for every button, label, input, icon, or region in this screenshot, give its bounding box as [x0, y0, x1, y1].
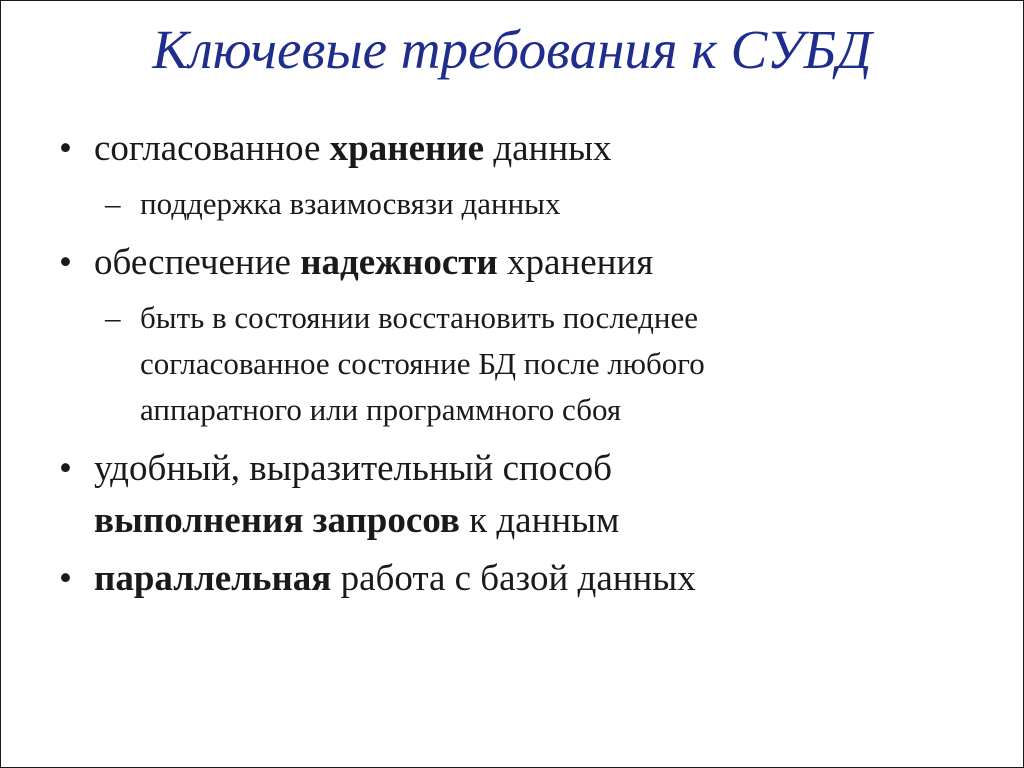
- bullet-item-reliability: [1, 237, 1023, 289]
- bullet-icon: •: [59, 448, 72, 489]
- bullet-text-bold: хранение: [329, 128, 485, 169]
- bullet-icon: •: [59, 128, 72, 169]
- bullet-icon: •: [59, 558, 72, 599]
- bullet-icon: •: [59, 242, 72, 283]
- bullet-text-bold: параллельная: [94, 558, 332, 599]
- sub-item-text-line: согласованное состояние БД после любого: [140, 346, 705, 381]
- sub-item-text-line: быть в состоянии восстановить последнее: [140, 300, 699, 335]
- bullet-text-bold: выполнения запросов: [94, 500, 460, 541]
- sub-item-relations: [1, 181, 1023, 227]
- bullet-text: хранения: [497, 242, 654, 283]
- bullet-list: [1, 123, 1023, 611]
- bullet-item-storage: [1, 123, 1023, 175]
- dash-icon: –: [105, 300, 121, 335]
- bullet-text: работа с базой данных: [331, 558, 696, 599]
- bullet-text: согласованное: [94, 128, 330, 169]
- bullet-item-parallel: [1, 553, 1023, 605]
- bullet-text: к данным: [459, 500, 620, 541]
- sub-item-text: поддержка взаимосвязи данных: [140, 186, 561, 221]
- bullet-item-queries: [1, 443, 1023, 547]
- bullet-text: обеспечение: [94, 242, 301, 283]
- sub-item-recovery: [1, 295, 1023, 433]
- slide-title: Ключевые требования к СУБД: [152, 19, 872, 80]
- sub-item-text-line: аппаратного или программного сбоя: [140, 392, 622, 427]
- bullet-text: данных: [484, 128, 612, 169]
- dash-icon: –: [105, 186, 121, 221]
- bullet-text-bold: надежности: [300, 242, 498, 283]
- bullet-text: удобный, выразительный способ: [94, 448, 612, 489]
